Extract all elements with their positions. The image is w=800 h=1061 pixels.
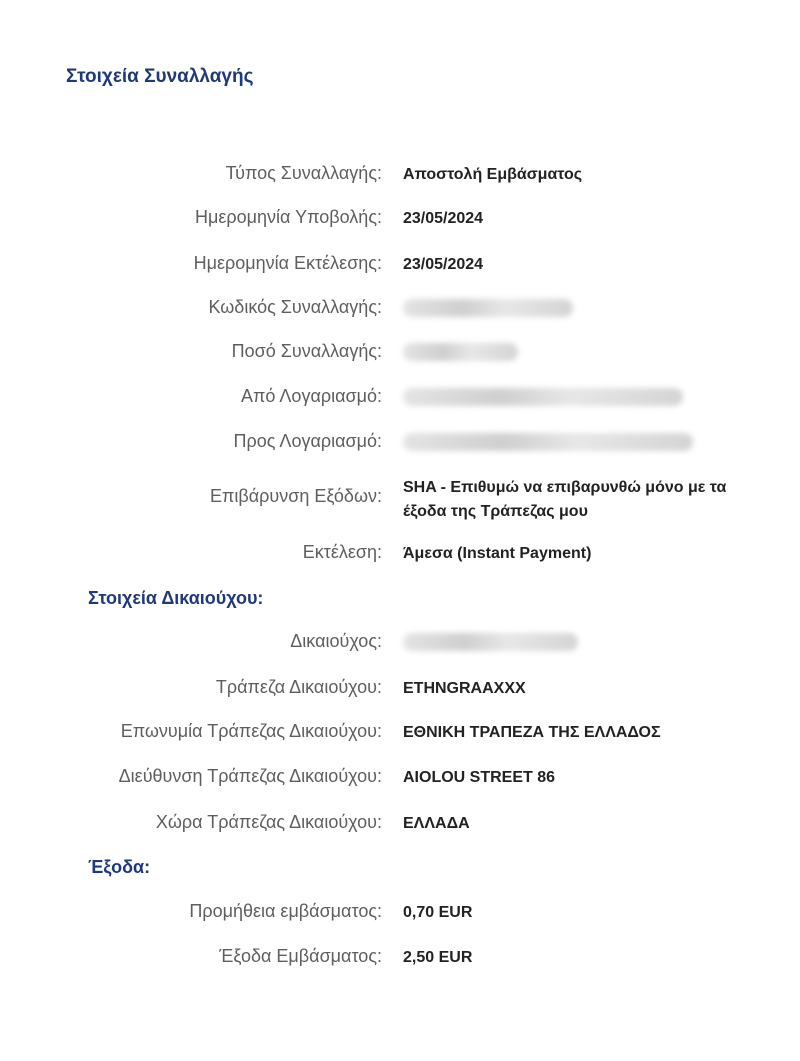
beneficiary-bank-country-value: ΕΛΛΑΔΑ [403,815,470,832]
beneficiary-bank-value: ETHNGRAAXXX [403,680,526,697]
transaction-code-label: Κωδικός Συναλλαγής: [208,297,382,317]
fees-section-title: Έξοδα: [88,857,151,877]
charges-value: SHA - Επιθυμώ να επιβαρυνθώ μόνο με τα έξοδα της Τράπεζας μου [403,479,727,520]
expenses-value: 2,50 EUR [403,949,473,966]
beneficiary-bank-address-label: Διεύθυνση Τράπεζας Δικαιούχου: [118,766,382,786]
from-account-redacted [403,386,743,406]
submit-date-label: Ημερομηνία Υποβολής: [195,207,382,227]
beneficiary-redacted [403,631,743,651]
beneficiary-bank-country-label: Χώρα Τράπεζας Δικαιούχου: [155,812,382,832]
beneficiary-label: Δικαιούχος: [290,631,382,651]
beneficiary-bank-address-value: AIOLOU STREET 86 [403,769,556,786]
beneficiary-bank-label: Τράπεζα Δικαιούχου: [215,677,382,697]
transaction-type-value: Αποστολή Εμβάσματος [403,166,583,183]
execution-date-label: Ημερομηνία Εκτέλεσης: [193,253,382,273]
transaction-type-label: Τύπος Συναλλαγής: [225,163,382,183]
amount-label: Ποσό Συναλλαγής: [231,341,382,361]
beneficiary-bank-name-label: Επωνυμία Τράπεζας Δικαιούχου: [120,721,382,741]
to-account-label: Προς Λογαριασμό: [233,431,382,451]
execution-label: Εκτέλεση: [302,542,382,562]
page-title: Στοιχεία Συναλλαγής [66,66,254,87]
beneficiary-bank-name-value: ΕΘΝΙΚΗ ΤΡΑΠΕΖΑ ΤΗΣ ΕΛΛΑΔΟΣ [403,724,661,741]
submit-date-value: 23/05/2024 [403,210,484,227]
commission-value: 0,70 EUR [403,904,473,921]
transaction-code-redacted [403,297,743,317]
amount-redacted [403,341,743,361]
execution-date-value: 23/05/2024 [403,256,484,273]
charges-label: Επιβάρυνση Εξόδων: [209,486,382,506]
beneficiary-section-title: Στοιχεία Δικαιούχου: [88,588,264,608]
to-account-redacted [403,431,743,451]
from-account-label: Από Λογαριασμό: [240,386,382,406]
commission-label: Προμήθεια εμβάσματος: [189,901,382,921]
execution-value: Άμεσα (Instant Payment) [403,545,592,562]
expenses-label: Έξοδα Εμβάσματος: [219,946,382,966]
